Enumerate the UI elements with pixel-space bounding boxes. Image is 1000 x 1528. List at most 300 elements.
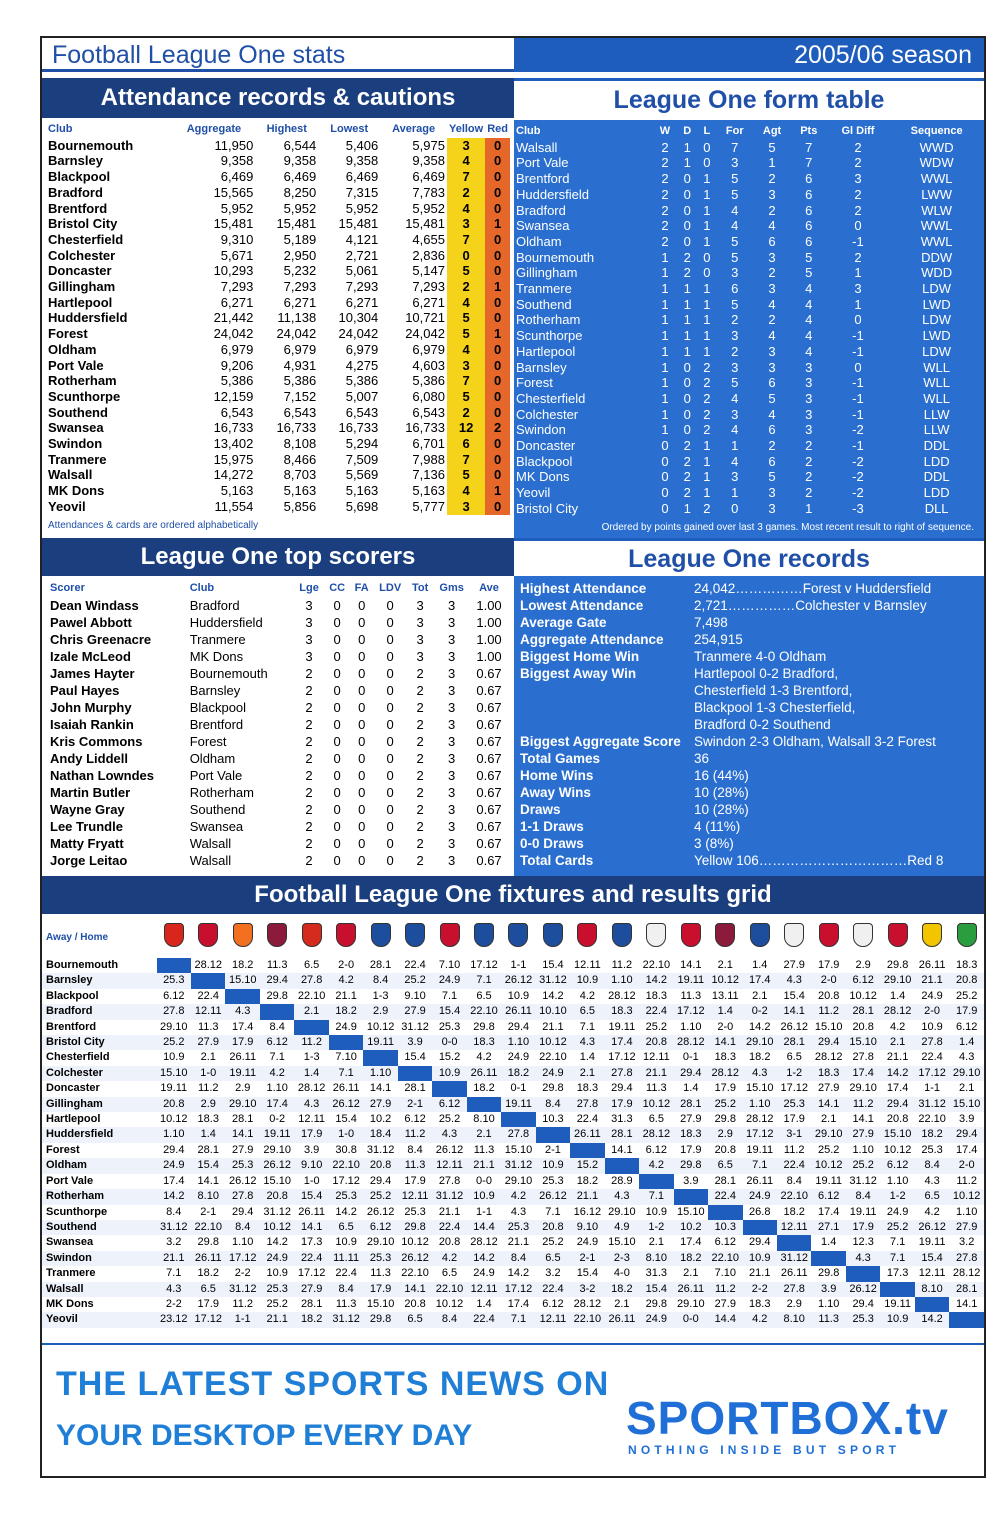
scorer-cell: 3 xyxy=(305,615,313,630)
scorer-cell: MK Dons xyxy=(189,649,244,664)
grid-result-cell: 28.9 xyxy=(611,1174,633,1187)
grid-result-cell: 15.10 xyxy=(608,1236,636,1249)
form-cell: 0 xyxy=(661,485,669,501)
season-label: 2005/06 season xyxy=(514,38,984,72)
form-row xyxy=(514,438,984,454)
grid-home-team: Barnsley xyxy=(42,973,157,988)
grid-result-cell: 26.11 xyxy=(746,1174,774,1187)
attendance-row xyxy=(46,405,510,421)
form-cell: 4 xyxy=(805,343,813,359)
grid-result-cell: 29.8 xyxy=(266,989,288,1002)
grid-result-cell: 10.9 xyxy=(880,1312,914,1327)
grid-result-cell: 15.10 xyxy=(225,973,259,988)
scorer-cell: 3 xyxy=(448,683,456,698)
form-cell: 1 xyxy=(703,312,711,328)
scorers-header-cell: Club xyxy=(189,582,215,594)
scorers-header-cell: Scorer xyxy=(50,582,85,594)
form-cell: 6 xyxy=(805,218,813,234)
record-value: 10 (28%) xyxy=(694,802,749,817)
grid-result-cell: 29.10 xyxy=(743,1035,777,1050)
grid-result-cell: 15.10 xyxy=(880,1127,914,1142)
scorer-cell: 0 xyxy=(358,717,366,732)
record-label: Draws xyxy=(520,802,561,817)
club-crest-icon xyxy=(957,923,977,947)
grid-crest-cell xyxy=(743,918,777,958)
grid-result-cell: 29.10 xyxy=(811,1127,845,1142)
attendance-cell: 4 xyxy=(447,342,485,358)
grid-result-cell xyxy=(432,1081,466,1096)
grid-result-cell xyxy=(467,1097,501,1112)
attendance-cell: 0 xyxy=(485,263,510,279)
attendance-row xyxy=(46,232,510,248)
grid-result-cell: 2-2 xyxy=(743,1282,777,1297)
attendance-cell: 2 xyxy=(447,405,485,421)
record-row xyxy=(514,665,984,682)
grid-result-cell: 6.5 xyxy=(786,1051,802,1064)
grid-result-cell: 10.12 xyxy=(260,1220,294,1235)
scorer-cell: 0 xyxy=(358,853,366,868)
record-label: 1-1 Draws xyxy=(520,819,584,834)
scorer-cell: James Hayter xyxy=(50,666,135,681)
form-row xyxy=(514,203,984,219)
grid-result-cell: 1.4 xyxy=(683,1082,699,1095)
grid-result-cell: 6.12 xyxy=(163,989,185,1002)
scorer-cell: 1.00 xyxy=(476,649,502,664)
attendance-cell: 5,163 xyxy=(412,483,445,499)
form-cell: 4 xyxy=(768,296,776,312)
form-cell: 2 xyxy=(768,265,776,281)
grid-result-cell: 0-2 xyxy=(743,1004,777,1019)
record-value: 24,042……………Forest v Huddersfield xyxy=(694,581,932,596)
grid-result-cell: 8.4 xyxy=(846,1189,880,1204)
attendance-cell: 6,469 xyxy=(220,169,254,185)
form-cell: 5 xyxy=(731,186,739,202)
attendance-header-cell: Highest xyxy=(266,123,307,135)
form-cell: -1 xyxy=(852,438,864,454)
form-row xyxy=(514,375,984,391)
grid-result-cell: 13.11 xyxy=(711,989,739,1002)
form-cell: 5 xyxy=(768,390,776,406)
form-cell: -3 xyxy=(852,500,864,516)
club-crest-icon xyxy=(267,923,287,947)
club-crest-icon xyxy=(508,923,528,947)
record-value: 2,721……………Colchester v Barnsley xyxy=(694,598,927,613)
grid-result-cell: 1.4 xyxy=(476,1297,492,1310)
grid-result-cell: 4.2 xyxy=(924,1205,940,1218)
form-cell: 0 xyxy=(683,406,691,422)
attendance-cell: 1 xyxy=(485,483,510,499)
scorer-row xyxy=(48,682,508,699)
grid-result-cell: 1-0 xyxy=(191,1066,225,1081)
grid-result-cell: 17.4 xyxy=(817,1205,840,1218)
scorer-cell: 0 xyxy=(358,785,366,800)
grid-result-cell: 11.2 xyxy=(811,1004,845,1019)
scorer-cell: 0 xyxy=(333,598,341,613)
grid-result-cell: 21.1 xyxy=(542,1020,564,1033)
grid-crest-cell xyxy=(949,918,984,958)
record-row xyxy=(514,733,984,750)
grid-result-cell: 17.12 xyxy=(332,1174,360,1187)
grid-result-cell: 14.1 xyxy=(398,1282,432,1297)
grid-result-cell: 20.8 xyxy=(260,1189,294,1204)
grid-result-cell: 22.10 xyxy=(329,1158,363,1173)
grid-result-cell: 25.2 xyxy=(817,1143,840,1156)
record-label: Aggregate Attendance xyxy=(520,632,664,647)
grid-result-cell: 26.12 xyxy=(536,1189,570,1204)
form-cell: WWD xyxy=(919,139,954,155)
grid-result-cell: 1-3 xyxy=(372,989,389,1002)
attendance-cell: 6,080 xyxy=(412,388,445,404)
grid-result-cell: 26.12 xyxy=(780,1020,808,1033)
grid-result-cell: 11.2 xyxy=(294,1035,328,1050)
grid-result-cell: 27.8 xyxy=(570,1097,604,1112)
grid-result-cell: 27.9 xyxy=(294,1282,328,1297)
grid-home-team: Colchester xyxy=(42,1066,157,1081)
grid-result-cell: 14.2 xyxy=(915,1312,949,1327)
grid-result-cell: 1-2 xyxy=(639,1220,673,1235)
attendance-cell: 21,442 xyxy=(213,310,254,326)
scorer-cell: 2 xyxy=(416,768,424,783)
attendance-cell: 11,950 xyxy=(214,137,254,153)
grid-result-cell: 28.1 xyxy=(605,1127,639,1142)
grid-result-cell: 25.2 xyxy=(398,973,432,988)
form-cell: 4 xyxy=(731,202,739,218)
form-cell: 1 xyxy=(703,218,711,234)
attendance-cell: 6,979 xyxy=(283,341,317,357)
form-cell: 2 xyxy=(854,155,862,171)
grid-result-cell: 18.3 xyxy=(467,1035,501,1050)
scorer-cell: 0 xyxy=(386,751,394,766)
scorer-cell: 0 xyxy=(333,853,341,868)
grid-home-team: Doncaster xyxy=(46,1082,100,1095)
grid-result-cell: 2.1 xyxy=(200,1051,216,1064)
scorer-cell: 0 xyxy=(358,666,366,681)
form-cell: Oldham xyxy=(516,233,562,249)
grid-result-cell: 14.1 xyxy=(611,1143,633,1156)
records-list xyxy=(514,580,984,869)
grid-row xyxy=(42,1112,984,1127)
scorer-cell: 3 xyxy=(448,700,456,715)
grid-home-team: Forest xyxy=(46,1143,80,1156)
form-cell: 5 xyxy=(731,296,739,312)
form-cell: Southend xyxy=(516,296,572,312)
form-cell: 3 xyxy=(805,359,813,375)
scorer-cell: Jorge Leitao xyxy=(50,853,128,868)
form-cell: LLW xyxy=(923,406,950,422)
grid-result-cell xyxy=(501,1112,535,1127)
attendance-cell: 5,163 xyxy=(345,483,379,499)
form-cell: 3 xyxy=(731,328,739,344)
attendance-cell: 1 xyxy=(485,216,510,232)
attendance-cell: Huddersfield xyxy=(48,310,128,326)
grid-result-cell: 12.11 xyxy=(432,1158,466,1173)
attendance-cell: 7,293 xyxy=(412,279,445,295)
grid-result-cell: 17.9 xyxy=(783,1113,805,1126)
form-cell: -1 xyxy=(852,343,864,359)
attendance-row xyxy=(46,295,510,311)
grid-result-cell: 2.1 xyxy=(570,1066,604,1081)
scorer-cell: Isaiah Rankin xyxy=(50,717,134,732)
record-label: Total Cards xyxy=(520,853,594,868)
grid-result-cell: 27.8 xyxy=(294,973,328,988)
form-cell: 4 xyxy=(731,453,739,469)
grid-result-cell: 20.8 xyxy=(157,1097,191,1112)
grid-result-cell: 20.8 xyxy=(363,1158,397,1173)
grid-result-cell: 4.3 xyxy=(777,973,811,988)
form-cell: 1 xyxy=(703,469,711,485)
grid-result-cell: 1.10 xyxy=(955,1205,978,1218)
attendance-cell: 5,147 xyxy=(412,263,445,279)
grid-result-cell: 28.12 xyxy=(674,1035,708,1050)
grid-result-cell: 6.12 xyxy=(363,1220,397,1235)
grid-result-cell: 28.1 xyxy=(232,1113,254,1126)
form-cell: 1 xyxy=(683,296,691,312)
form-cell: 3 xyxy=(768,249,776,265)
grid-result-cell: 2-2 xyxy=(165,1297,182,1310)
form-cell: LDD xyxy=(923,453,950,469)
scorer-cell: 2 xyxy=(305,700,313,715)
attendance-cell: Walsall xyxy=(48,467,93,483)
grid-result-cell: 8.4 xyxy=(329,1282,363,1297)
grid-home-team: Bournemouth xyxy=(46,959,119,971)
grid-result-cell: 27.8 xyxy=(915,1035,949,1050)
attendance-cell: Forest xyxy=(48,326,88,342)
form-cell: 2 xyxy=(661,186,669,202)
form-cell: Brentford xyxy=(516,171,570,187)
scorer-row xyxy=(48,852,508,869)
grid-result-cell: 12.11 xyxy=(191,1004,225,1019)
form-cell: 5 xyxy=(731,171,739,187)
form-cell: 2 xyxy=(683,249,691,265)
scorer-cell: 0 xyxy=(386,853,394,868)
scorer-cell: 0 xyxy=(386,802,394,817)
grid-row xyxy=(42,1020,984,1035)
grid-result-cell: 28.1 xyxy=(949,1282,984,1297)
grid-result-cell: 29.8 xyxy=(714,1113,736,1126)
form-cell: 3 xyxy=(768,186,776,202)
grid-result-cell: 29.8 xyxy=(817,1267,840,1280)
grid-result-cell: 28.1 xyxy=(404,1082,426,1095)
grid-row xyxy=(42,1235,984,1250)
attendance-cell: 0 xyxy=(485,169,510,185)
grid-result-cell: 31.12 xyxy=(915,1097,949,1112)
scorer-cell: 0 xyxy=(386,632,394,647)
grid-home-team: Tranmere xyxy=(46,1267,96,1280)
grid-result-cell: 8.4 xyxy=(786,1174,802,1187)
grid-result-cell: 28.12 xyxy=(194,959,223,971)
grid-result-cell: 11.3 xyxy=(370,1267,391,1280)
attendance-cell: Swindon xyxy=(48,436,103,452)
attendance-cell: MK Dons xyxy=(48,483,105,499)
scorer-cell: 1.00 xyxy=(476,598,502,613)
scorer-cell: Andy Liddell xyxy=(50,751,128,766)
form-cell: 1 xyxy=(683,328,691,344)
grid-result-cell: 17.12 xyxy=(608,1051,636,1064)
form-table xyxy=(514,124,984,517)
form-cell: 2 xyxy=(703,500,711,516)
form-cell: 2 xyxy=(661,171,669,187)
grid-result-cell: 1.4 xyxy=(889,989,906,1002)
grid-result-cell: 7.10 xyxy=(714,1267,736,1280)
grid-home-team: Scunthorpe xyxy=(46,1205,108,1218)
form-cell: 1 xyxy=(854,265,862,281)
scorer-cell: 0 xyxy=(358,751,366,766)
grid-row xyxy=(42,989,984,1004)
grid-result-cell: 24.9 xyxy=(743,1189,777,1204)
grid-result-cell: 17.4 xyxy=(955,1143,978,1156)
form-cell: 3 xyxy=(768,343,776,359)
attendance-cell: 15,481 xyxy=(276,216,317,232)
grid-result-cell: 29.4 xyxy=(949,1127,984,1142)
form-cell: 2 xyxy=(805,438,813,454)
form-cell: 2 xyxy=(661,218,669,234)
grid-result-cell: 7.1 xyxy=(545,1205,561,1218)
form-cell: LDW xyxy=(922,281,952,297)
attendance-cell: 11,138 xyxy=(277,310,317,326)
attendance-header-cell: Aggregate xyxy=(186,123,242,135)
scorer-cell: 0 xyxy=(386,700,394,715)
form-header-cell: L xyxy=(703,125,711,137)
grid-result-cell xyxy=(157,958,191,973)
scorer-cell: Pawel Abbott xyxy=(50,615,132,630)
grid-result-cell: 17.4 xyxy=(232,1020,254,1033)
grid-crest-cell xyxy=(363,918,397,958)
grid-result-cell: 6.5 xyxy=(536,1251,570,1266)
form-cell: 1 xyxy=(683,139,691,155)
grid-result-cell: 4.2 xyxy=(579,989,596,1002)
grid-result-cell: 29.8 xyxy=(197,1236,219,1249)
grid-result-cell: 17.9 xyxy=(197,1297,219,1310)
scorer-cell: Bournemouth xyxy=(189,666,268,681)
grid-result-cell: 6.5 xyxy=(191,1282,225,1297)
form-cell: Walsall xyxy=(516,139,558,155)
grid-result-cell: 14.4 xyxy=(708,1312,742,1327)
scorer-cell: 0 xyxy=(386,649,394,664)
form-cell: 1 xyxy=(661,312,669,328)
grid-crest-cell xyxy=(157,918,191,958)
grid-result-cell: 12.11 xyxy=(536,1312,570,1327)
grid-result-cell: 17.9 xyxy=(949,1004,984,1019)
form-row xyxy=(514,218,984,234)
grid-result-cell: 26.8 xyxy=(749,1205,771,1218)
grid-result-cell: 15.10 xyxy=(814,1020,843,1033)
form-cell: 1 xyxy=(661,249,669,265)
attendance-cell: 24,042 xyxy=(213,326,254,342)
grid-result-cell: 28.1 xyxy=(674,1097,708,1112)
grid-result-cell: 31.12 xyxy=(366,1143,395,1156)
attendance-cell: 5,007 xyxy=(345,388,379,404)
grid-crest-cell xyxy=(605,918,639,958)
form-cell: 1 xyxy=(661,343,669,359)
attendance-cell: 6,544 xyxy=(283,137,317,153)
grid-result-cell: 3.9 xyxy=(304,1143,320,1156)
form-cell: 0 xyxy=(703,139,711,155)
form-cell: 1 xyxy=(683,155,691,171)
grid-result-cell: 19.11 xyxy=(815,1174,843,1187)
attendance-cell: 5,386 xyxy=(283,373,317,389)
grid-result-cell: 10.9 xyxy=(163,1051,185,1064)
grid-result-cell: 26.11 xyxy=(501,1004,535,1019)
club-crest-icon xyxy=(371,923,391,947)
grid-result-cell: 1-3 xyxy=(303,1051,320,1064)
scorer-cell: 0 xyxy=(358,700,366,715)
grid-result-cell: 0-2 xyxy=(269,1113,286,1126)
scorer-cell: 0 xyxy=(333,819,341,834)
grid-result-cell: 4.3 xyxy=(157,1282,191,1297)
attendance-cell: 3 xyxy=(447,216,485,232)
club-crest-icon xyxy=(577,923,597,947)
grid-result-cell: 17.9 xyxy=(363,1282,397,1297)
grid-result-cell: 14.1 xyxy=(225,1127,259,1142)
grid-result-cell: 18.2 xyxy=(915,1127,949,1142)
grid-crest-cell xyxy=(501,918,535,958)
club-crest-icon xyxy=(474,923,494,947)
grid-result-cell: 28.12 xyxy=(573,1297,602,1310)
attendance-row xyxy=(46,185,510,201)
record-label: Highest Attendance xyxy=(520,581,647,596)
grid-result-cell: 11.3 xyxy=(398,1158,432,1173)
grid-result-cell: 22.4 xyxy=(294,1251,328,1266)
scorer-cell: 0 xyxy=(386,785,394,800)
grid-result-cell xyxy=(398,1066,432,1081)
grid-result-cell: 12.11 xyxy=(642,1051,670,1064)
grid-result-cell: 31.12 xyxy=(432,1189,466,1204)
form-row xyxy=(514,454,984,470)
form-cell: 7 xyxy=(805,139,813,155)
form-cell: 4 xyxy=(731,422,739,438)
grid-result-cell: 26.11 xyxy=(605,1312,639,1327)
form-cell: 7 xyxy=(731,139,739,155)
grid-home-team: Blackpool xyxy=(46,989,99,1002)
grid-result-cell: 25.3 xyxy=(225,1158,259,1173)
form-cell: 2 xyxy=(805,485,813,501)
form-cell: 5 xyxy=(805,265,813,281)
grid-result-cell: 17.3 xyxy=(886,1267,909,1280)
record-value: 7,498 xyxy=(694,615,728,630)
grid-result-cell: 7.1 xyxy=(880,1251,914,1266)
sportbox-logo[interactable]: SPORTBOX.tv xyxy=(626,1392,949,1444)
form-cell: 7 xyxy=(805,155,813,171)
form-cell: 0 xyxy=(731,500,739,516)
grid-home-team: Oldham xyxy=(42,1158,157,1173)
attendance-cell: Bradford xyxy=(48,184,103,200)
record-value: 254,915 xyxy=(694,632,743,647)
records-panel xyxy=(514,576,984,876)
grid-result-cell: 18.2 xyxy=(783,1205,805,1218)
form-cell: WLW xyxy=(921,202,953,218)
grid-result-cell: 15.10 xyxy=(745,1082,774,1095)
form-cell: 5 xyxy=(805,249,813,265)
grid-result-cell: 4.2 xyxy=(432,1251,466,1266)
form-cell: 0 xyxy=(854,312,862,328)
attendance-cell: 16,733 xyxy=(405,420,445,436)
grid-result-cell: 22.4 xyxy=(777,1158,811,1173)
scorer-row xyxy=(48,614,508,631)
form-cell: 1 xyxy=(703,171,711,187)
advert-banner[interactable] xyxy=(42,1343,984,1478)
form-cell: WDW xyxy=(919,155,954,171)
attendance-cell: 4 xyxy=(447,153,485,169)
club-crest-icon xyxy=(853,923,873,947)
grid-result-cell: 22.10 xyxy=(539,1051,567,1064)
attendance-cell: 5,777 xyxy=(412,498,445,514)
grid-result-cell: 18.3 xyxy=(645,989,668,1002)
grid-result-cell: 14.2 xyxy=(266,1236,288,1249)
grid-result-cell: 14.1 xyxy=(852,1113,874,1126)
grid-result-cell: 11.3 xyxy=(680,989,702,1002)
grid-result-cell: 1.10 xyxy=(817,1297,840,1310)
scorers-panel xyxy=(48,580,508,876)
